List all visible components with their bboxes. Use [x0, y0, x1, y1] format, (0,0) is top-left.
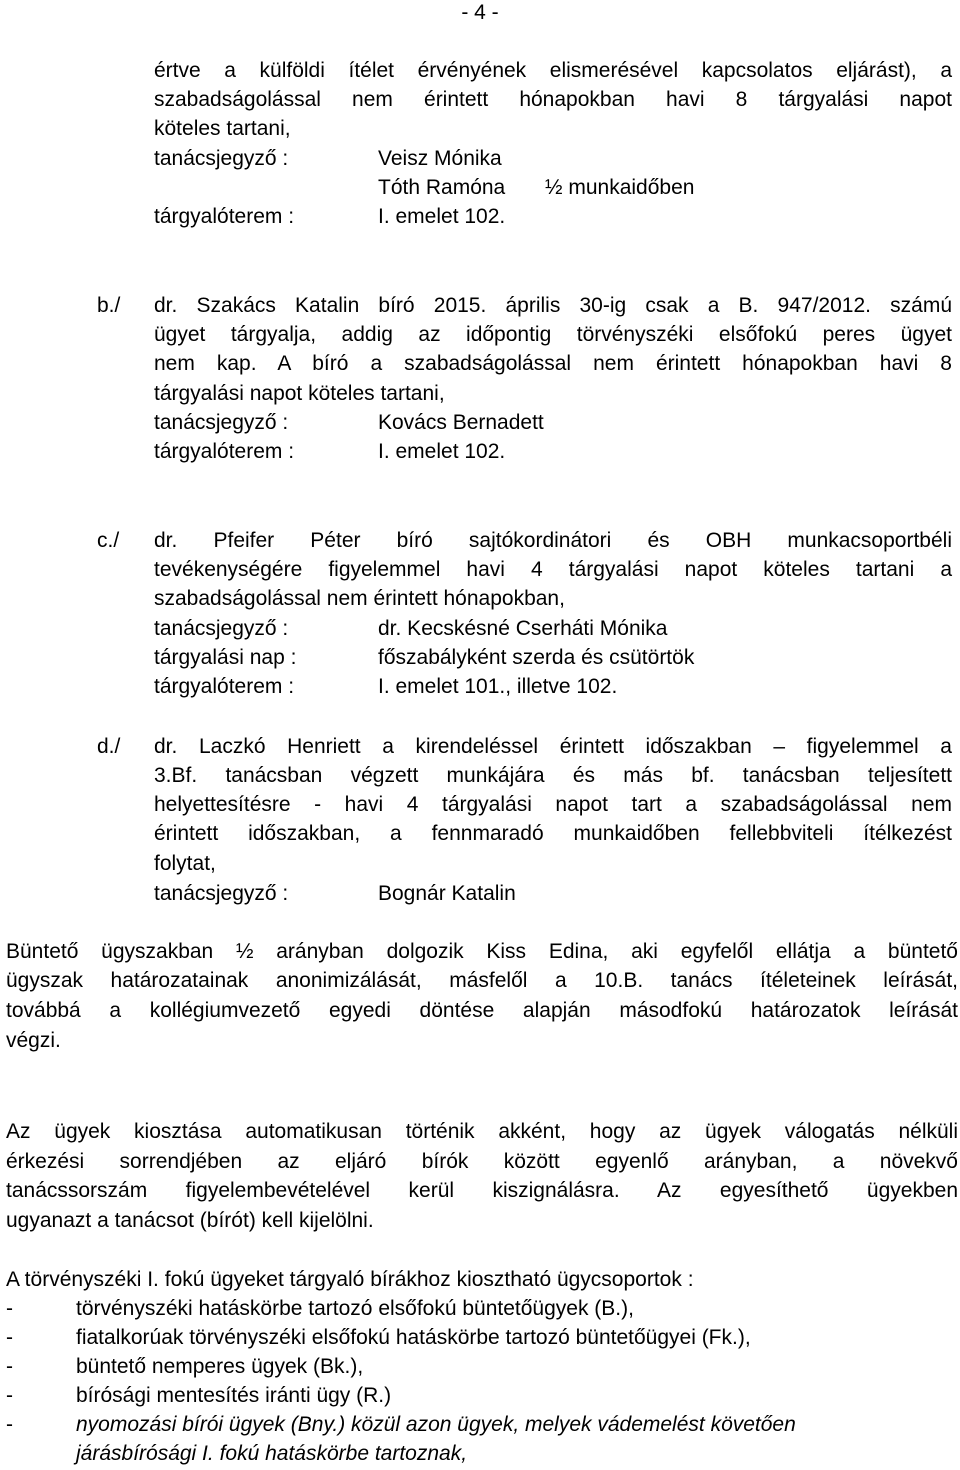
section-c-line: dr. Pfeifer Péter bíró sajtókordinátori és OBH munkacsoportbéli — [154, 529, 952, 552]
paragraph-line: Az ügyek kiosztása automatikusan történik akként, hogy az ügyek válogatás nélküli — [6, 1120, 958, 1143]
paragraph-line: Büntető ügyszakban ½ arányban dolgozik Kiss Edina, aki egyfelől ellátja a büntető — [6, 940, 958, 963]
section-c-line: tevékenységére figyelemmel havi 4 tárgyalási napot köteles tartani a — [154, 558, 952, 581]
section-d-line: 3.Bf. tanácsban végzett munkájára és más bf. tanácsban teljesített — [154, 764, 952, 787]
clerk-note: ½ munkaidőben — [545, 176, 695, 199]
section-marker: d./ — [97, 735, 121, 758]
section-d-line: helyettesítésre - havi 4 tárgyalási napot tart a szabadságolással nem — [154, 793, 952, 816]
room-label: tárgyalóterem : — [154, 675, 295, 698]
clerk-label: tanácsjegyző : — [154, 882, 289, 905]
paragraph-line: ügyszak határozatainak anonimizálását, másfelől a 10.B. tanács ítéleteinek leírását, — [6, 969, 958, 992]
clerk-name: dr. Kecskésné Cserháti Mónika — [378, 617, 668, 640]
section-d-line: folytat, — [154, 852, 216, 875]
page-number: - 4 - — [461, 1, 499, 24]
hearing-day-value: főszabályként szerda és csütörtök — [378, 646, 695, 669]
hearing-day-label: tárgyalási nap : — [154, 646, 297, 669]
case-groups-intro: A törvényszéki I. fokú ügyeket tárgyaló bírákhoz kiosztható ügycsoportok : — [6, 1268, 694, 1291]
section-a-line: köteles tartani, — [154, 117, 291, 140]
list-item: fiatalkorúak törvényszéki elsőfokú hatáskörbe tartozó büntetőügyei (Fk.), — [76, 1326, 751, 1349]
list-item: bírósági mentesítés iránti ügy (R.) — [76, 1384, 392, 1407]
list-item-continuation — [76, 1439, 467, 1468]
room-label: tárgyalóterem : — [154, 440, 295, 463]
list-bullet: - — [6, 1413, 13, 1436]
clerk-label: tanácsjegyző : — [154, 411, 289, 434]
room-value: I. emelet 102. — [378, 440, 506, 463]
list-bullet: - — [6, 1326, 13, 1349]
list-bullet: - — [6, 1355, 13, 1378]
list-item: büntető nemperes ügyek (Bk.), — [76, 1355, 364, 1378]
section-marker: c./ — [97, 529, 120, 552]
paragraph-line: ugyanazt a tanácsot (bírót) kell kijelölni. — [6, 1209, 374, 1232]
section-b-line: ügyet tárgyalja, addig az időpontig törvényszéki elsőfokú peres ügyet — [154, 323, 952, 346]
clerk-label: tanácsjegyző : — [154, 617, 289, 640]
paragraph-line: érkezési sorrendjében az eljáró bírók között egyenlő arányban, a növekvő — [6, 1150, 958, 1173]
section-b-line: tárgyalási napot köteles tartani, — [154, 382, 445, 405]
clerk-name: Kovács Bernadett — [378, 411, 544, 434]
list-item-italic: nyomozási bírói ügyek (Bny.) közül azon ügyek, melyek vádemelést követően — [76, 1413, 796, 1436]
section-c-line: szabadságolással nem érintett hónapokban, — [154, 587, 565, 610]
room-value: I. emelet 102. — [378, 205, 506, 228]
room-label: tárgyalóterem : — [154, 205, 295, 228]
section-marker: b./ — [97, 294, 121, 317]
list-item — [76, 1410, 796, 1439]
paragraph-line: tanácssorszám figyelembevételével kerül kiszignálásra. Az egyesíthető ügyekben — [6, 1179, 958, 1202]
list-bullet: - — [6, 1384, 13, 1407]
section-a-line: értve a külföldi ítélet érvényének elismerésével kapcsolatos eljárást), a — [154, 59, 952, 82]
section-d-line: dr. Laczkó Henriett a kirendeléssel érintett időszakban – figyelemmel a — [154, 735, 952, 758]
paragraph-line: továbbá a kollégiumvezető egyedi döntése alapján másodfokú határozatok leírását — [6, 999, 958, 1022]
section-d-line: érintett időszakban, a fennmaradó munkaidőben fellebbviteli ítélkezést — [154, 822, 952, 845]
clerk-label: tanácsjegyző : — [154, 147, 289, 170]
paragraph-line: végzi. — [6, 1029, 61, 1052]
room-value: I. emelet 101., illetve 102. — [378, 675, 618, 698]
clerk-name: Tóth Ramóna — [378, 176, 506, 199]
list-bullet: - — [6, 1297, 13, 1320]
section-b-line: nem kap. A bíró a szabadságolással nem érintett hónapokban havi 8 — [154, 352, 952, 375]
section-a-line: szabadságolással nem érintett hónapokban havi 8 tárgyalási napot — [154, 88, 952, 111]
list-item-italic: járásbírósági I. fokú hatáskörbe tartoznak, — [76, 1442, 468, 1465]
clerk-name: Veisz Mónika — [378, 147, 502, 170]
list-item: törvényszéki hatáskörbe tartozó elsőfokú büntetőügyek (B.), — [76, 1297, 634, 1320]
clerk-name: Bognár Katalin — [378, 882, 516, 905]
section-b-line: dr. Szakács Katalin bíró 2015. április 30-ig csak a B. 947/2012. számú — [154, 294, 952, 317]
